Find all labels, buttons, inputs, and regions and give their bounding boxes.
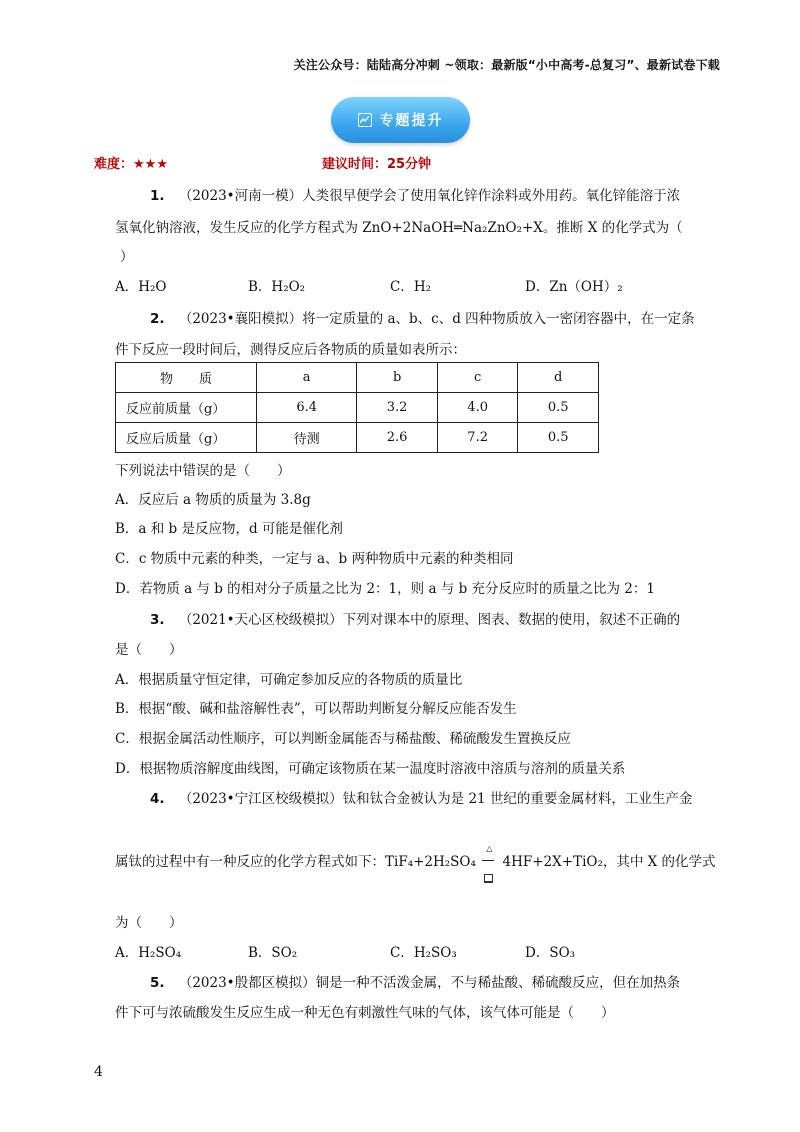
difficulty-label: 难度： bbox=[94, 157, 134, 172]
q5-number: 5. bbox=[150, 975, 165, 991]
q4-text-1: （2023•宁江区校级模拟）钛和钛合金被认为是 21 世纪的重要金属材料，工业生产金 bbox=[178, 791, 693, 807]
q3-option-a[interactable]: A．根据质量守恒定律，可确定参加反应的各物质的质量比 bbox=[115, 672, 463, 688]
topic-badge bbox=[331, 97, 470, 143]
table-cell: 反应后质量（g） bbox=[116, 423, 257, 453]
q2-option-a[interactable]: A．反应后 a 物质的质量为 3.8g bbox=[115, 492, 311, 508]
q4-line1 bbox=[150, 787, 692, 807]
q2-option-c[interactable]: C．c 物质中元素的种类，一定与 a、b 两种物质中元素的种类相同 bbox=[115, 551, 514, 567]
table-cell: 0.5 bbox=[518, 423, 599, 453]
table-row bbox=[116, 393, 599, 423]
q4-option-d[interactable]: D．SO₃ bbox=[525, 945, 576, 961]
q4-option-c[interactable]: C．H₂SO₃ bbox=[390, 945, 457, 961]
q5-text-1: （2023•殷都区模拟）铜是一种不活泼金属，不与稀盐酸、稀硫酸反应，但在加热条 bbox=[178, 975, 681, 991]
q1-line2: 氢氧化钠溶液，发生反应的化学方程式为 ZnO+2NaOH═Na₂ZnO₂+X。推断 X 的化学式为（ bbox=[115, 220, 683, 236]
q3-line1 bbox=[150, 608, 680, 628]
table-row bbox=[116, 423, 599, 453]
q2-option-b[interactable]: B．a 和 b 是反应物，d 可能是催化剂 bbox=[115, 521, 343, 537]
q2-stem: 下列说法中错误的是（ ） bbox=[115, 463, 291, 479]
q4-option-b[interactable]: B．SO₂ bbox=[248, 945, 298, 961]
q3-option-b[interactable]: B．根据“酸、碱和盐溶解性表”，可以帮助判断复分解反应能否发生 bbox=[115, 701, 517, 717]
heating-symbol: △ bbox=[486, 844, 493, 853]
table-header-cell: 物 质 bbox=[116, 363, 257, 393]
reaction-arrow bbox=[480, 844, 498, 866]
q2-line2: 件下反应一段时间后，测得反应后各物质的质量如表所示： bbox=[115, 342, 466, 358]
equals-line bbox=[482, 860, 494, 861]
q4-option-a[interactable]: A．H₂SO₄ bbox=[115, 945, 182, 961]
q1-line1 bbox=[150, 184, 680, 204]
table-cell: 3.2 bbox=[357, 393, 438, 423]
box-icon bbox=[484, 874, 493, 883]
q1-option-c[interactable]: C．H₂ bbox=[390, 279, 432, 295]
table-cell: 7.2 bbox=[437, 423, 518, 453]
table-cell: 反应前质量（g） bbox=[116, 393, 257, 423]
q3-number: 3. bbox=[150, 612, 165, 628]
q2-text-1: （2023•襄阳模拟）将一定质量的 a、b、c、d 四种物质放入一密闭容器中，在一定条 bbox=[178, 311, 695, 327]
q1-line3: ） bbox=[120, 249, 134, 265]
q3-option-c[interactable]: C．根据金属活动性顺序，可以判断金属能否与稀盐酸、稀硫酸发生置换反应 bbox=[115, 731, 571, 747]
q4-equation-left: 属钛的过程中有一种反应的化学方程式如下：TiF₄+2H₂SO₄ bbox=[115, 854, 476, 870]
table-cell: 6.4 bbox=[257, 393, 357, 423]
chart-icon bbox=[358, 113, 372, 127]
q1-option-d[interactable]: D．Zn（OH）₂ bbox=[525, 279, 623, 295]
q1-option-b[interactable]: B．H₂O₂ bbox=[248, 279, 306, 295]
q3-line2: 是（ ） bbox=[115, 642, 183, 658]
q2-option-d[interactable]: D．若物质 a 与 b 的相对分子质量之比为 2：1，则 a 与 b 充分反应时的质量之比为 2：1 bbox=[115, 581, 655, 597]
q1-option-a[interactable]: A．H₂O bbox=[115, 279, 167, 295]
q2-line1 bbox=[150, 307, 695, 327]
header-note: 关注公众号：陆陆高分冲刺 ~领取：最新版“小中高考-总复习”、最新试卷下载 bbox=[293, 58, 720, 72]
table-header-row bbox=[116, 363, 599, 393]
table-header-cell: a bbox=[257, 363, 357, 393]
q1-text-1: （2023•河南一模）人类很早便学会了使用氧化锌作涂料或外用药。氧化锌能溶于浓 bbox=[178, 188, 681, 204]
q1-number: 1. bbox=[150, 188, 165, 204]
table-cell: 待测 bbox=[257, 423, 357, 453]
suggested-time: 建议时间：25分钟 bbox=[322, 157, 432, 172]
table-cell: 2.6 bbox=[357, 423, 438, 453]
q4-equation-right: 4HF+2X+TiO₂，其中 X 的化学式 bbox=[502, 854, 716, 870]
q5-line1 bbox=[150, 971, 680, 991]
mass-table bbox=[115, 362, 599, 453]
difficulty-stars: ★★★ bbox=[133, 157, 168, 172]
q4-line3: 为（ ） bbox=[115, 915, 183, 931]
q2-number: 2. bbox=[150, 311, 165, 327]
q4-line2 bbox=[115, 844, 716, 870]
table-cell: 4.0 bbox=[437, 393, 518, 423]
difficulty bbox=[94, 153, 168, 172]
q3-text-1: （2021•天心区校级模拟）下列对课本中的原理、图表、数据的使用，叙述不正确的 bbox=[178, 612, 681, 628]
table-header-cell: c bbox=[437, 363, 518, 393]
table-header-cell: b bbox=[357, 363, 438, 393]
q4-number: 4. bbox=[150, 791, 165, 807]
q5-line2: 件下可与浓硫酸发生反应生成一种无色有刺激性气味的气体，该气体可能是（ ） bbox=[115, 1005, 615, 1021]
table-header-cell: d bbox=[518, 363, 599, 393]
page-number: 4 bbox=[94, 1064, 103, 1080]
table-cell: 0.5 bbox=[518, 393, 599, 423]
badge-label: 专题提升 bbox=[379, 113, 444, 129]
q3-option-d[interactable]: D．根据物质溶解度曲线图，可确定该物质在某一温度时溶液中溶质与溶剂的质量关系 bbox=[115, 761, 626, 777]
